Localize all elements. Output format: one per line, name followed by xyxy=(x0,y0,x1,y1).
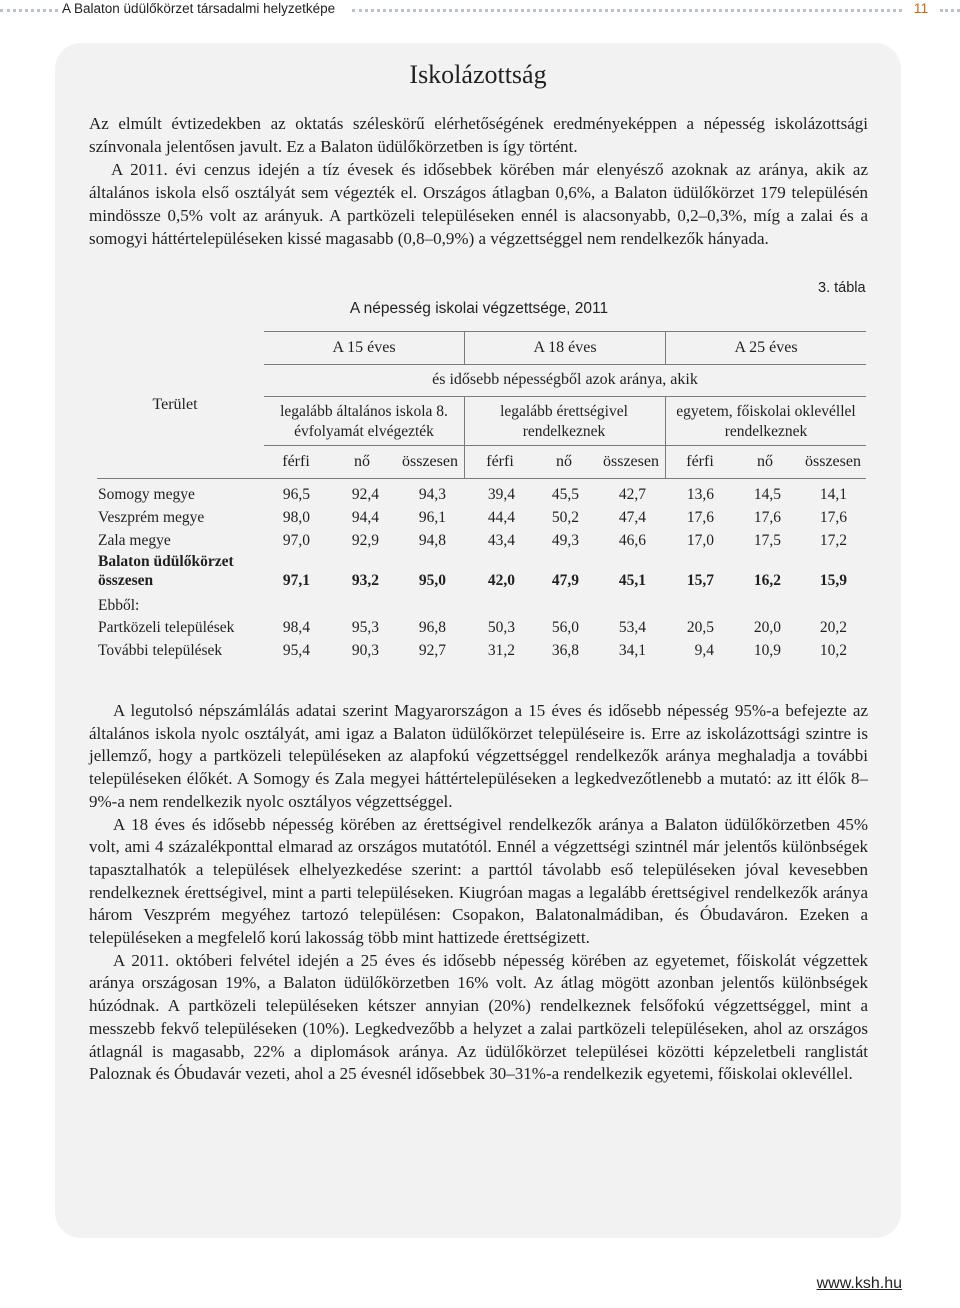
table-cell: 98,4 xyxy=(282,619,310,636)
table-cell: 9,4 xyxy=(694,642,714,659)
table-cell: 92,9 xyxy=(351,532,379,549)
table-cell: 10,2 xyxy=(819,642,847,659)
table-rule xyxy=(264,478,866,479)
intro-paragraph: A 2011. évi cenzus idején a tíz évesek és idősebbek körében már elenyésző azoknak az aránya, akik az általános iskola első osztályát sem végezték el. Országos átlagban 0,6%, a Balaton üdülőkörzet 179 településén mindössze 0,5% volt az arányuk. A partközeli településeken ennél is alacsonyabb, 0,2–0,3%, míg a zalai és a somogyi háttértelepüléseken kissé magasabb (0,8–0,9%) a végzettséggel nem rendelkezők hányada. xyxy=(89,160,868,248)
table-rule xyxy=(97,478,264,479)
column-header: férfi xyxy=(486,453,514,470)
common-subheader: és idősebb népességből azok aránya, akik xyxy=(432,371,698,388)
table-cell: 39,4 xyxy=(487,486,515,503)
table-cell: 98,0 xyxy=(282,509,310,526)
page-number: 11 xyxy=(913,0,929,16)
column-header: összesen xyxy=(805,453,861,470)
table-cell: 34,1 xyxy=(618,642,646,659)
body-paragraph: A 18 éves és idősebb népesség körében az érettségivel rendelkezők aránya a Balaton üdülőkörzetben 45% volt, ami 4 százalékponttal elmarad az országos mutatótól. Ennél a végzettségi szintnél már jelentős különbségek tapasztalhatók a települések elhelyezkedése szerint: a parttól távolabb eső településeken jóval kevesebben rendelkeznek érettségivel, mint a parti településeken. Kiugróan magas a legalább érettségivel rendelkezők aránya három Veszprém megyéhez tartozó településen: Csopakon, Balatonalmádiban, és Óbudaváron. Ezeken a településeken a megfelelő korú lakosság több mint hattizede érettségizett. xyxy=(89,814,868,948)
body-paragraph: A legutolsó népszámlálás adatai szerint Magyarországon a 15 éves és idősebb népesség 95%-a befejezte az általános iskola nyolc osztályát, ami igaz a Balaton üdülőkörzet településeire is. Erre az iskolázottsági szintre is jellemző, hogy a partközeli településeken az alapfokú végzettséggel rendelkezők aránya meghaladja a további településeken élőkét. A Somogy és Zala megyei háttértelepüléseken a legkedvezőtlenebb a mutató: az itt élők 8–9%-a nem rendelkezik nyolc osztályos végzettséggel. xyxy=(89,701,868,811)
criteria-header: legalább érettségivel rendelkeznek xyxy=(500,403,628,440)
table-cell: 97,1 xyxy=(282,572,310,589)
table-cell: 50,2 xyxy=(551,509,579,526)
running-header xyxy=(0,0,960,22)
table-cell: 93,2 xyxy=(351,572,379,589)
row-label: Zala megye xyxy=(98,532,171,549)
table-cell: 47,9 xyxy=(551,572,579,589)
table-cell: 92,7 xyxy=(418,642,446,659)
age-group-header: A 15 éves xyxy=(332,339,396,356)
table-cell: 15,7 xyxy=(686,572,714,589)
table-cell: 13,6 xyxy=(686,486,714,503)
table-rule xyxy=(264,364,866,365)
table-cell: 17,6 xyxy=(686,509,714,526)
table-cell: 44,4 xyxy=(487,509,515,526)
table-cell: 97,0 xyxy=(282,532,310,549)
criteria-header: egyetem, főiskolai oklevéllel rendelkeznek xyxy=(676,403,856,440)
table-cell: 16,2 xyxy=(753,572,781,589)
table-cell: 90,3 xyxy=(351,642,379,659)
table-cell: 95,0 xyxy=(418,572,446,589)
row-label: Somogy megye xyxy=(98,486,195,503)
table-cell: 47,4 xyxy=(618,509,646,526)
row-label: Veszprém megye xyxy=(98,509,205,526)
table-cell: 96,5 xyxy=(282,486,310,503)
column-header: összesen xyxy=(603,453,659,470)
table-cell: 31,2 xyxy=(487,642,515,659)
header-dots-middle xyxy=(352,9,902,12)
column-header: nő xyxy=(757,453,773,470)
table-cell: 94,8 xyxy=(418,532,446,549)
table-cell: 95,4 xyxy=(282,642,310,659)
row-header: Terület xyxy=(152,396,198,413)
table-cell: 10,9 xyxy=(753,642,781,659)
table-cell: 45,5 xyxy=(551,486,579,503)
table-cell: 50,3 xyxy=(487,619,515,636)
table-cell: 14,5 xyxy=(753,486,781,503)
column-header: nő xyxy=(354,453,370,470)
table-rule xyxy=(264,331,866,332)
table-cell: 53,4 xyxy=(618,619,646,636)
table-cell: 42,7 xyxy=(618,486,646,503)
table-number: 3. tábla xyxy=(818,280,866,296)
header-dots-right xyxy=(940,9,960,12)
table-cell: 46,6 xyxy=(618,532,646,549)
intro-paragraph: Az elmúlt évtizedekben az oktatás széleskörű elérhetőségének eredményeképpen a népesség iskolázottsági színvonala jelentősen javult. Ez a Balaton üdülőkörzetben is így történt. xyxy=(89,114,868,156)
table-cell: 14,1 xyxy=(819,486,847,503)
table-cell: 95,3 xyxy=(351,619,379,636)
table-cell: 56,0 xyxy=(551,619,579,636)
column-header: összesen xyxy=(402,453,458,470)
table-cell: 17,6 xyxy=(819,509,847,526)
column-header: férfi xyxy=(686,453,714,470)
intro-text xyxy=(89,112,868,250)
table-cell: 17,6 xyxy=(753,509,781,526)
table-rule xyxy=(264,396,866,397)
row-label: További települések xyxy=(98,642,223,659)
table-cell: 96,8 xyxy=(418,619,446,636)
website-link[interactable]: www.ksh.hu xyxy=(816,1275,902,1292)
section-title: Iskolázottság xyxy=(409,60,547,89)
column-header: nő xyxy=(556,453,572,470)
table-cell: 94,3 xyxy=(418,486,446,503)
table-title: A népesség iskolai végzettsége, 2011 xyxy=(349,300,609,317)
table-cell: 17,5 xyxy=(753,532,781,549)
table-cell: 45,1 xyxy=(618,572,646,589)
header-dots-left xyxy=(0,9,58,12)
body-paragraph: A 2011. októberi felvétel idején a 25 éves és idősebb népesség körében az egyetemet, főiskolát végzettek aránya országosan 19%, a Balaton üdülőkörzetben 16% volt. Az átlag mögött azonban jelentős különbségek húzódnak. A partközeli településeken kétszer annyian (20%) rendelkeznek felsőfokú végzettséggel, mint a messzebb fekvő településeken (10%). Legkedvezőbb a helyzet a zalai partközeli településeken, ahol az országos átlagnál is magasabb, 22% a diplomások aránya. Az üdülőkörzet települései közötti képzeletbeli ranglistát Paloznak és Óbudavár vezeti, ahol a 25 évesnél idősebbek 30–31%-a rendelkezik egyetemi, főiskolai oklevéllel. xyxy=(89,950,868,1084)
table-cell: 96,1 xyxy=(418,509,446,526)
age-group-header: A 25 éves xyxy=(734,339,798,356)
body-text xyxy=(89,700,868,1086)
row-label: Ebből: xyxy=(98,597,140,614)
table-cell: 20,0 xyxy=(753,619,781,636)
table-cell: 20,5 xyxy=(686,619,714,636)
table-cell: 20,2 xyxy=(819,619,847,636)
running-title: A Balaton üdülőkörzet társadalmi helyzetképe xyxy=(62,1,336,16)
table-cell: 17,2 xyxy=(819,532,847,549)
age-group-header: A 18 éves xyxy=(533,339,597,356)
table-rule xyxy=(264,445,866,446)
criteria-header: legalább általános iskola 8. évfolyamát elvégezték xyxy=(280,403,448,440)
table-cell: 42,0 xyxy=(487,572,515,589)
row-label: Balaton üdülőkörzet xyxy=(98,553,234,570)
table-cell: 94,4 xyxy=(351,509,379,526)
table-cell: 43,4 xyxy=(487,532,515,549)
column-header: férfi xyxy=(282,453,310,470)
table-cell: 15,9 xyxy=(819,572,847,589)
table-cell: 92,4 xyxy=(351,486,379,503)
table-cell: 36,8 xyxy=(551,642,579,659)
table-cell: 17,0 xyxy=(686,532,714,549)
row-label: összesen xyxy=(98,572,154,589)
row-label: Partközeli települések xyxy=(98,619,235,636)
table-cell: 49,3 xyxy=(551,532,579,549)
